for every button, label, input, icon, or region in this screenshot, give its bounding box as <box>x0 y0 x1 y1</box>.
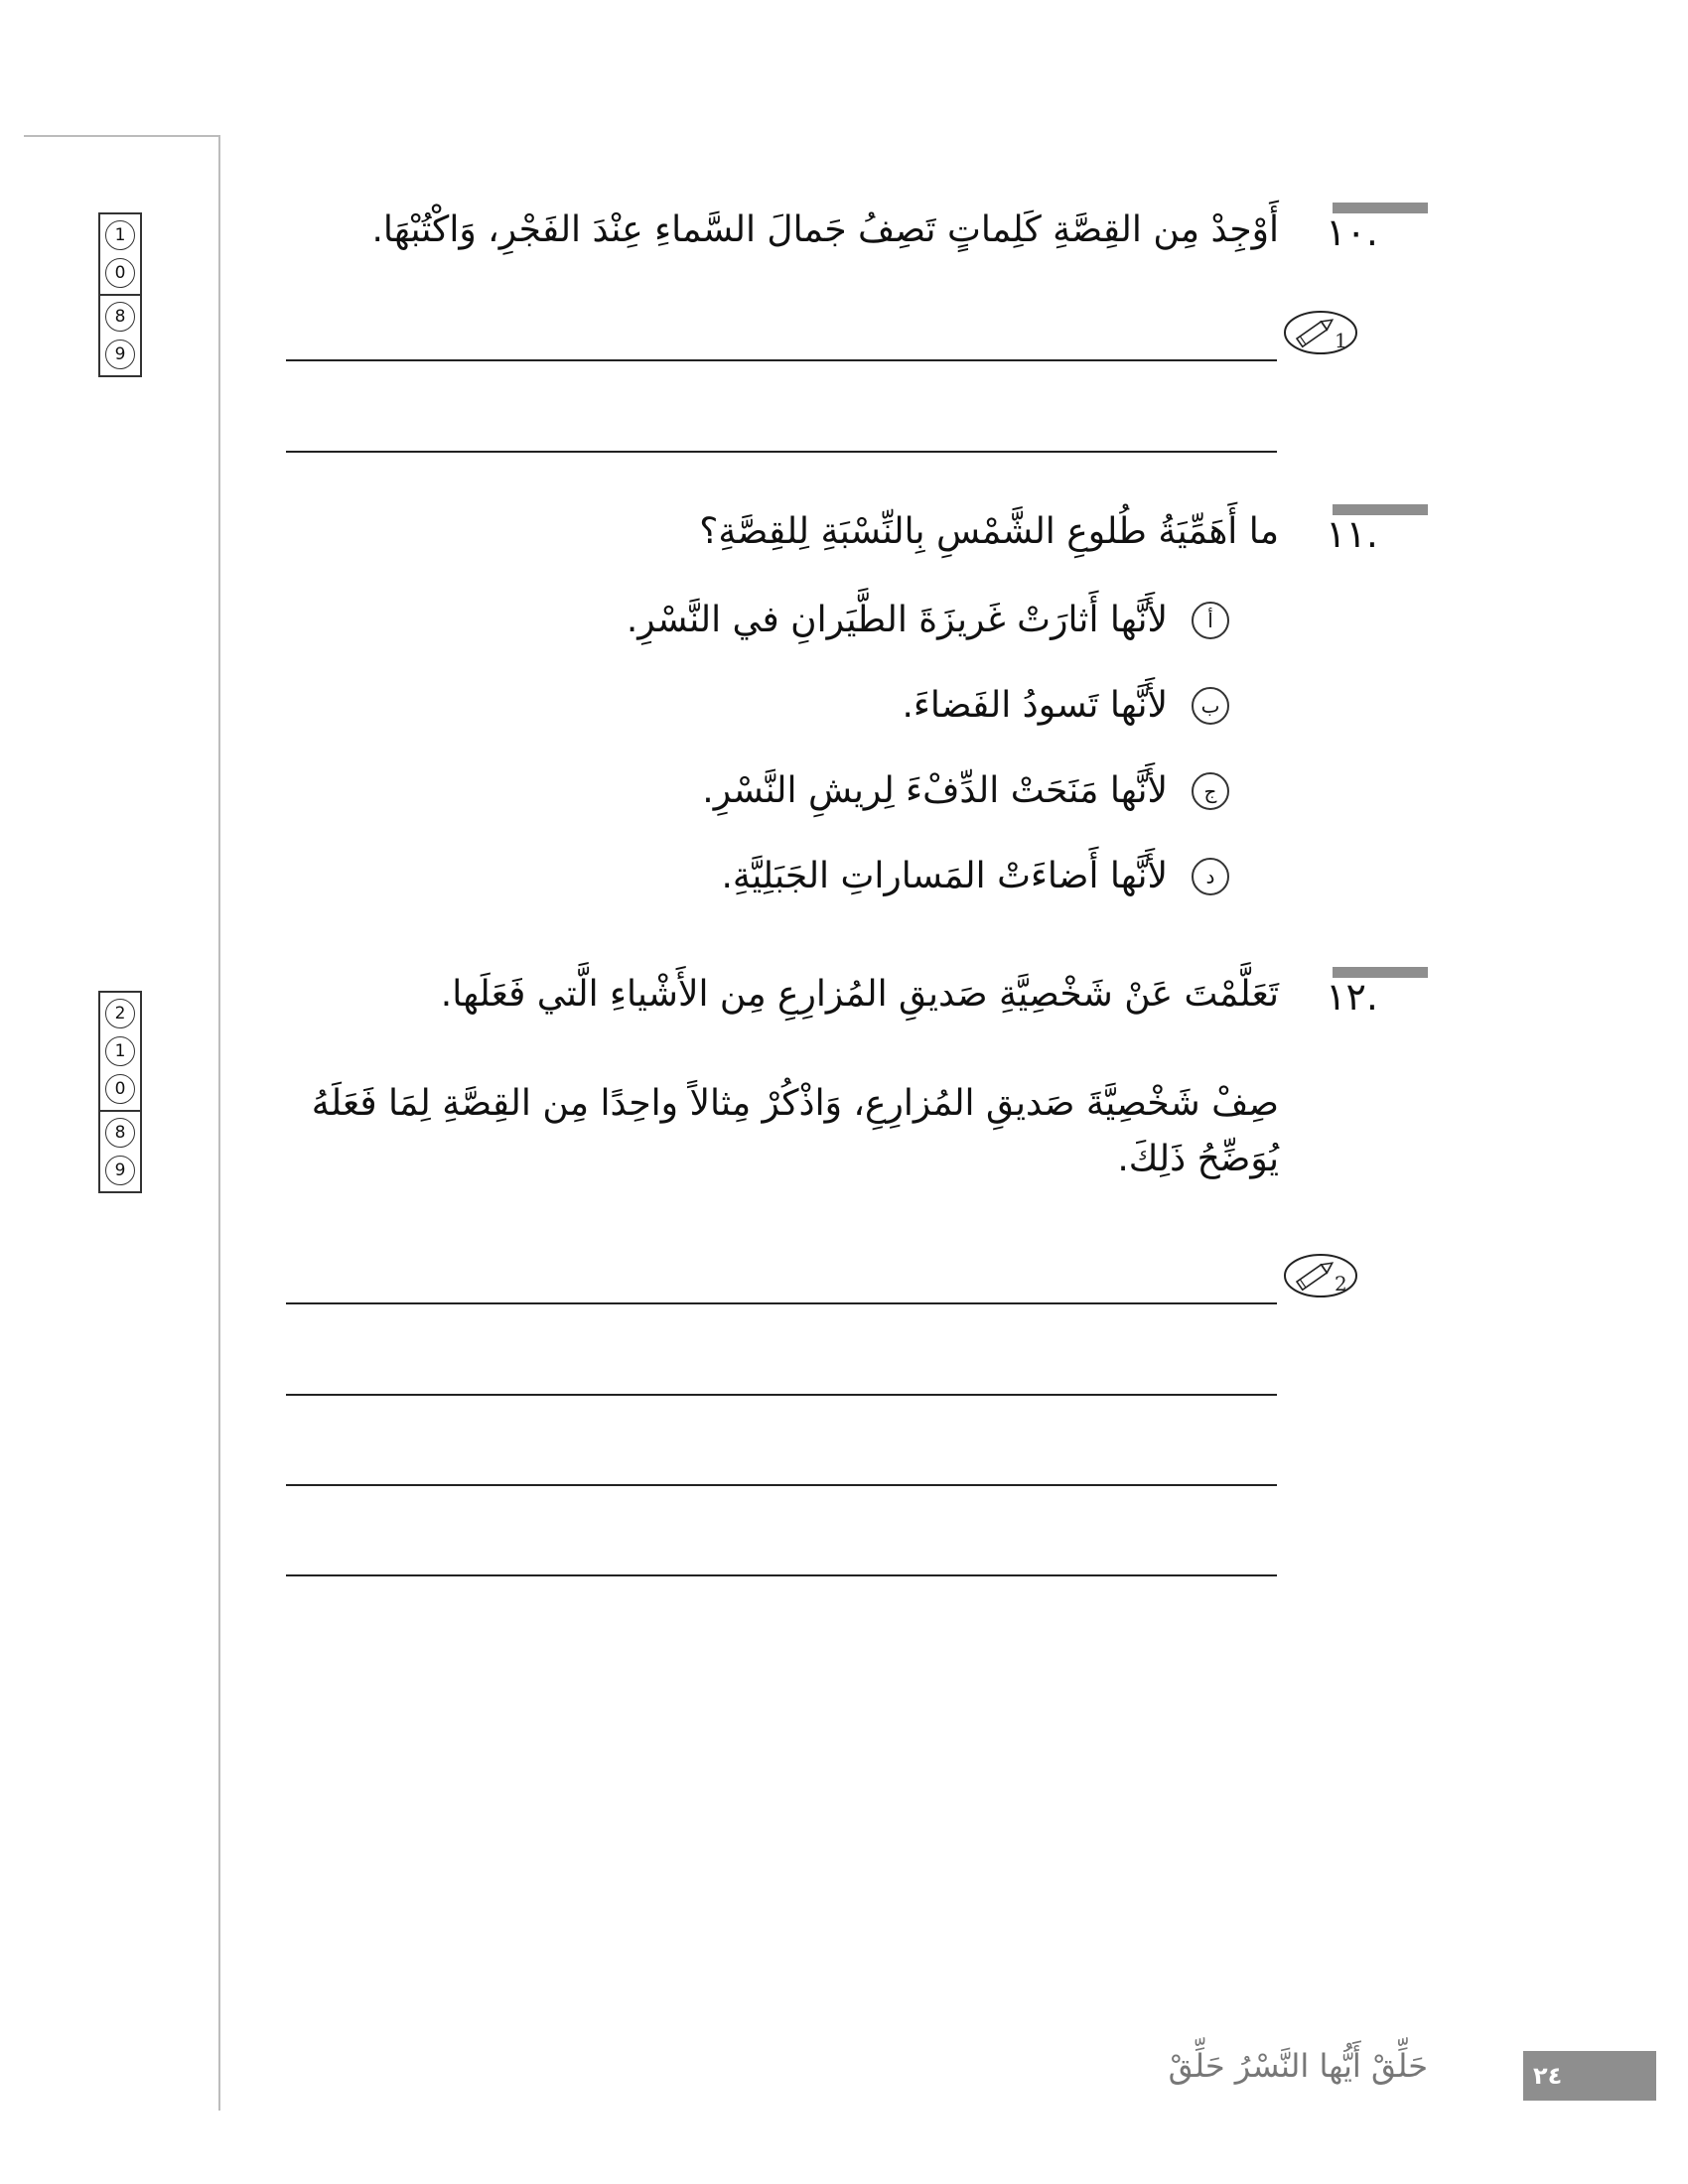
question-subtext-q12-line1: صِفْ شَخْصِيَّةَ صَديقِ المُزارِعِ، وَاذْكُرْ مِثالاً واحِدًا مِن القِصَّةِ لِمَا فَعَلَهُ <box>311 1083 1279 1124</box>
question-text-q11: ما أَهَمِّيَةُ طُلوعِ الشَّمْسِ بِالنِّسْبَةِ لِلقِصَّةِ؟ <box>699 511 1279 552</box>
option-d[interactable] <box>721 856 1229 896</box>
score-option[interactable]: 8 <box>105 302 135 332</box>
answer-line[interactable] <box>286 1574 1277 1576</box>
score-option[interactable]: 1 <box>105 220 135 250</box>
score-option[interactable]: 0 <box>105 1074 135 1104</box>
question-subtext-q12-line2: يُوَضِّحُ ذَلِكَ. <box>1117 1139 1279 1179</box>
option-marker[interactable]: أ <box>1192 602 1229 639</box>
question-text-q12: تَعَلَّمْتَ عَنْ شَخْصِيَّةِ صَديقِ المُزارِعِ مِن الأَشْياءِ الَّتي فَعَلَها. <box>440 974 1279 1015</box>
pencil-marks-icon <box>1283 310 1358 355</box>
score-box-q10 <box>98 212 142 377</box>
page-number: ٢٤ <box>1523 2051 1656 2101</box>
marks-label: 2 <box>1335 1272 1347 1296</box>
question-number-q11: .١١ <box>1326 512 1378 556</box>
pencil-marks-icon <box>1283 1253 1358 1298</box>
footer-title: حَلِّقْ أَيُّها النَّسْرُ حَلِّقْ <box>1168 2047 1428 2085</box>
score-group-credit <box>100 214 140 294</box>
question-number-q10: .١٠ <box>1326 210 1378 254</box>
option-marker[interactable]: ب <box>1192 687 1229 725</box>
option-text: لأَنَّها أَضاءَتْ المَساراتِ الجَبَلِيَّةِ. <box>721 856 1168 896</box>
margin-side-rule <box>218 135 220 2111</box>
question-number-q12: .١٢ <box>1326 975 1378 1019</box>
score-group-other <box>100 1110 140 1191</box>
answer-line[interactable] <box>286 1302 1277 1304</box>
score-group-other <box>100 294 140 375</box>
score-option[interactable]: 2 <box>105 999 135 1028</box>
option-c[interactable] <box>702 770 1229 811</box>
marks-label: 1 <box>1335 329 1347 352</box>
score-option[interactable]: 8 <box>105 1118 135 1148</box>
option-marker[interactable]: د <box>1192 858 1229 895</box>
option-text: لأَنَّها أَثارَتْ غَريزَةَ الطَّيَرانِ في النَّسْرِ. <box>626 600 1168 640</box>
score-option[interactable]: 9 <box>105 1156 135 1185</box>
score-box-q12 <box>98 991 142 1193</box>
score-group-credit <box>100 993 140 1110</box>
option-marker[interactable]: ج <box>1192 772 1229 810</box>
option-b[interactable] <box>902 685 1229 726</box>
answer-line[interactable] <box>286 359 1277 361</box>
score-option[interactable]: 0 <box>105 258 135 288</box>
answer-line[interactable] <box>286 451 1277 453</box>
question-text-q10: أَوْجِدْ مِن القِصَّةِ كَلِماتٍ تَصِفُ جَمالَ السَّماءِ عِنْدَ الفَجْرِ، وَاكْتُبْهَا. <box>371 209 1279 250</box>
score-option[interactable]: 9 <box>105 340 135 369</box>
score-option[interactable]: 1 <box>105 1036 135 1066</box>
option-a[interactable] <box>627 600 1229 640</box>
margin-top-rule <box>24 135 220 137</box>
option-text: لأَنَّها مَنَحَتْ الدِّفْءَ لِريشِ النَّسْرِ. <box>702 770 1168 811</box>
option-text: لأَنَّها تَسودُ الفَضاءَ. <box>902 685 1168 726</box>
answer-line[interactable] <box>286 1394 1277 1396</box>
answer-line[interactable] <box>286 1484 1277 1486</box>
